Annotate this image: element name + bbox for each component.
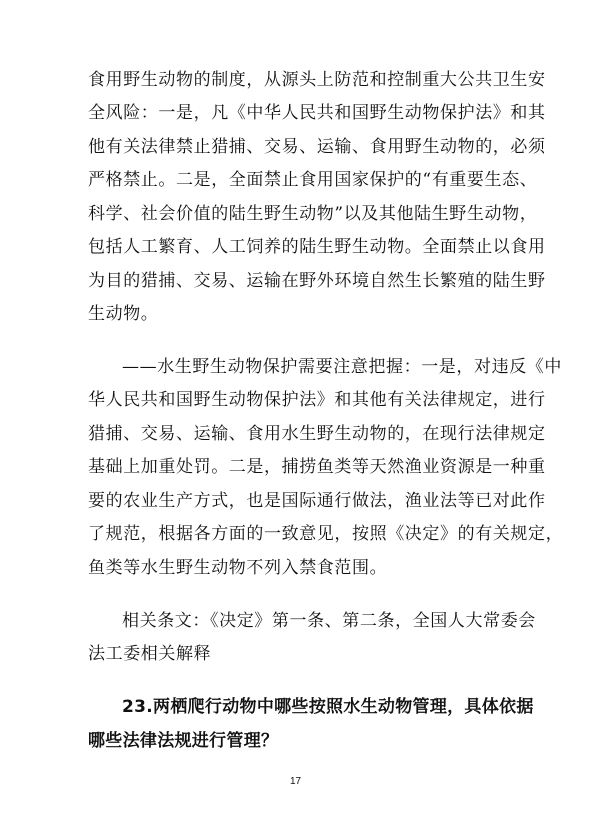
body-text-line: 猎捕、交易、运输、食用水生野生动物的，在现行法律规定 bbox=[88, 424, 546, 444]
body-text-line: 为目的猎捕、交易、运输在野外环境自然生长繁殖的陆生野 bbox=[88, 271, 546, 291]
body-text-line: 全风险：一是，凡《中华人民共和国野生动物保护法》和其 bbox=[88, 103, 546, 123]
body-text-line: 他有关法律禁止猎捕、交易、运输、食用野生动物的，必须 bbox=[88, 137, 546, 157]
related-articles-line: 相关条文：《决定》第一条、第二条，全国人大常委会 bbox=[122, 611, 536, 631]
question-heading-line: 23.两栖爬行动物中哪些按照水生动物管理，具体依据 bbox=[122, 697, 534, 717]
body-text-line: 基础上加重处罚。二是，捕捞鱼类等天然渔业资源是一种重 bbox=[88, 457, 546, 477]
body-text-line: 了规范，根据各方面的一致意见，按照《决定》的有关规定， bbox=[88, 524, 564, 544]
body-text-line: 要的农业生产方式，也是国际通行做法，渔业法等已对此作 bbox=[88, 491, 546, 511]
related-articles-line: 法工委相关解释 bbox=[88, 644, 212, 664]
question-heading-line: 哪些法律法规进行管理？ bbox=[88, 731, 279, 751]
body-text-line: 鱼类等水生野生动物不列入禁食范围。 bbox=[88, 558, 388, 578]
body-text-line: 生动物。 bbox=[88, 304, 159, 324]
body-text-line: 华人民共和国野生动物保护法》和其他有关法律规定，进行 bbox=[88, 390, 546, 410]
body-text-line: 严格禁止。二是，全面禁止食用国家保护的“有重要生态、 bbox=[88, 170, 538, 190]
body-text-line: 科学、社会价值的陆生野生动物”以及其他陆生野生动物， bbox=[88, 204, 538, 224]
body-text-line: 包括人工繁育、人工饲养的陆生野生动物。全面禁止以食用 bbox=[88, 237, 546, 257]
page-number: 17 bbox=[289, 776, 302, 787]
body-text-line: ——水生野生动物保护需要注意把握：一是，对违反《中 bbox=[122, 357, 562, 377]
body-text-line: 食用野生动物的制度，从源头上防范和控制重大公共卫生安 bbox=[88, 70, 546, 90]
